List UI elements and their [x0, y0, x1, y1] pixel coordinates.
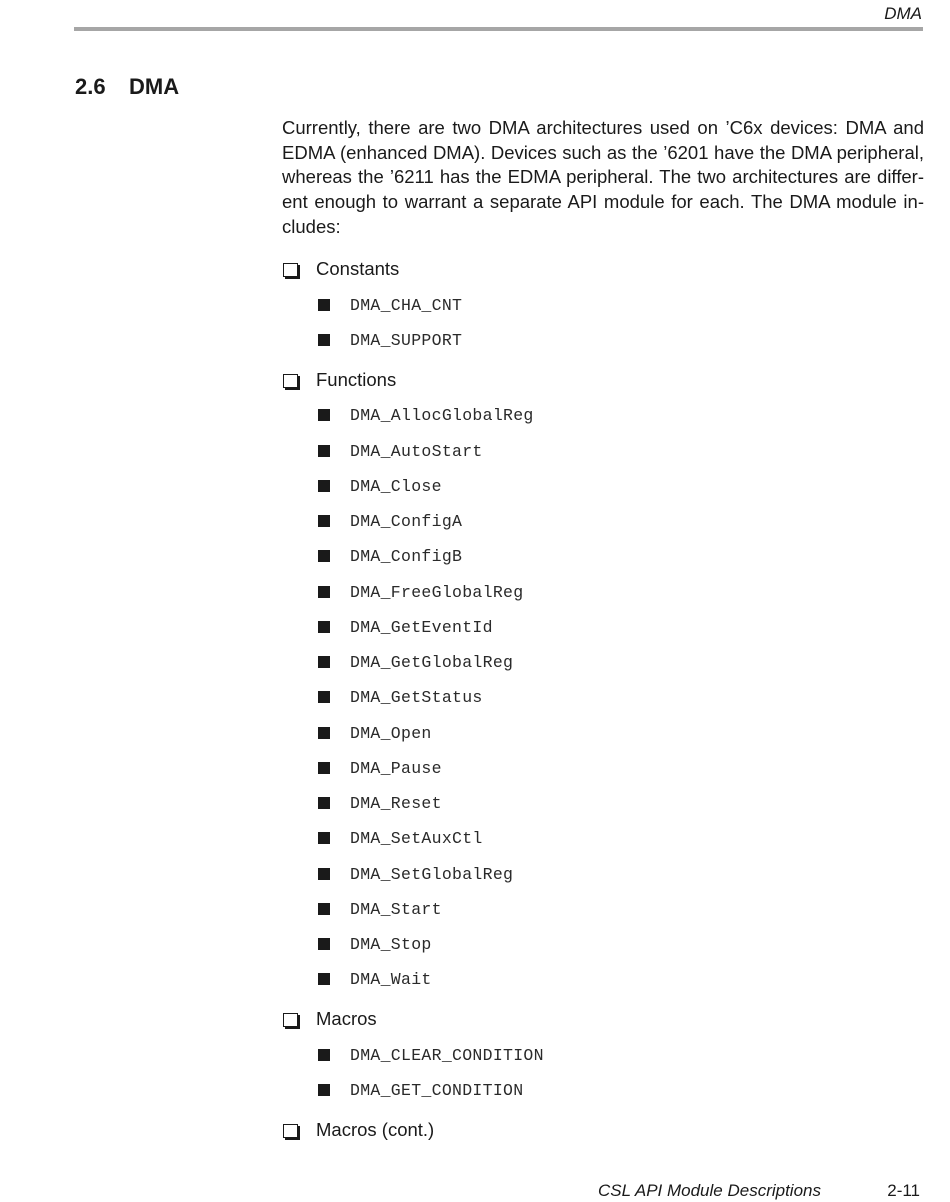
filled-square-bullet-icon	[318, 1084, 330, 1096]
filled-square-bullet-icon	[318, 515, 330, 527]
api-identifier: DMA_GetGlobalReg	[350, 653, 514, 672]
hollow-box-bullet-icon	[283, 1124, 298, 1138]
api-identifier: DMA_FreeGlobalReg	[350, 582, 524, 602]
filled-square-bullet-icon	[318, 832, 330, 844]
api-identifier: DMA_Pause	[350, 758, 442, 778]
api-identifier: DMA_Open	[350, 723, 432, 743]
api-identifier: DMA_SetAuxCtl	[350, 829, 483, 849]
intro-paragraph: Currently, there are two DMA architectures used on ’C6x devices: DMA and EDMA (enhanced DMA). Devices such as the ’6201 have the DMA peripheral, whereas the ’6211 has the EDMA peripheral. The two architectures are different enough to warrant a separate API module for each. The DMA module includes:	[282, 117, 924, 237]
page-number: 2-11	[887, 1181, 920, 1200]
filled-square-bullet-icon	[318, 762, 330, 774]
api-identifier: DMA_SetGlobalReg	[350, 864, 514, 884]
filled-square-bullet-icon	[318, 691, 330, 703]
filled-square-bullet-icon	[318, 973, 330, 985]
list-group-label: Macros	[316, 1008, 377, 1030]
api-identifier: DMA_GetEventId	[350, 617, 493, 637]
section-title: DMA	[129, 74, 180, 99]
hollow-box-bullet-icon	[283, 374, 298, 388]
api-identifier: DMA_CLEAR_CONDITION	[350, 1045, 544, 1065]
footer-title: CSL API Module Descriptions	[598, 1181, 821, 1200]
filled-square-bullet-icon	[318, 299, 330, 311]
filled-square-bullet-icon	[318, 727, 330, 739]
hollow-box-bullet-icon	[283, 1013, 298, 1027]
list-group-label: Macros (cont.)	[316, 1119, 435, 1140]
header-rule	[74, 27, 923, 31]
filled-square-bullet-icon	[318, 550, 330, 562]
running-header: DMA	[884, 4, 922, 23]
section-number: 2.6	[75, 74, 106, 99]
api-identifier: DMA_AutoStart	[350, 441, 483, 461]
filled-square-bullet-icon	[318, 656, 330, 668]
api-identifier: DMA_Start	[350, 899, 442, 919]
filled-square-bullet-icon	[318, 334, 330, 346]
section-heading	[75, 74, 179, 100]
api-identifier: DMA_Wait	[350, 970, 432, 990]
list-group-label: Functions	[316, 368, 397, 390]
filled-square-bullet-icon	[318, 586, 330, 598]
filled-square-bullet-icon	[318, 621, 330, 633]
api-identifier: DMA_CHA_CNT	[350, 295, 463, 315]
api-identifier: DMA_ConfigB	[350, 547, 463, 567]
api-identifier: DMA_AllocGlobalReg	[350, 406, 534, 426]
hollow-box-bullet-icon	[283, 263, 298, 277]
filled-square-bullet-icon	[318, 480, 330, 492]
filled-square-bullet-icon	[318, 445, 330, 457]
filled-square-bullet-icon	[318, 868, 330, 880]
filled-square-bullet-icon	[318, 797, 330, 809]
api-identifier: DMA_Close	[350, 476, 442, 496]
list-group-label: Constants	[316, 258, 400, 279]
filled-square-bullet-icon	[318, 903, 330, 915]
api-identifier: DMA_SUPPORT	[350, 330, 463, 350]
api-identifier: DMA_GET_CONDITION	[350, 1081, 524, 1100]
api-identifier: DMA_Reset	[350, 794, 442, 813]
filled-square-bullet-icon	[318, 938, 330, 950]
api-identifier: DMA_Stop	[350, 935, 432, 954]
filled-square-bullet-icon	[318, 409, 330, 421]
api-identifier: DMA_ConfigA	[350, 512, 463, 531]
api-identifier: DMA_GetStatus	[350, 688, 483, 708]
filled-square-bullet-icon	[318, 1049, 330, 1061]
